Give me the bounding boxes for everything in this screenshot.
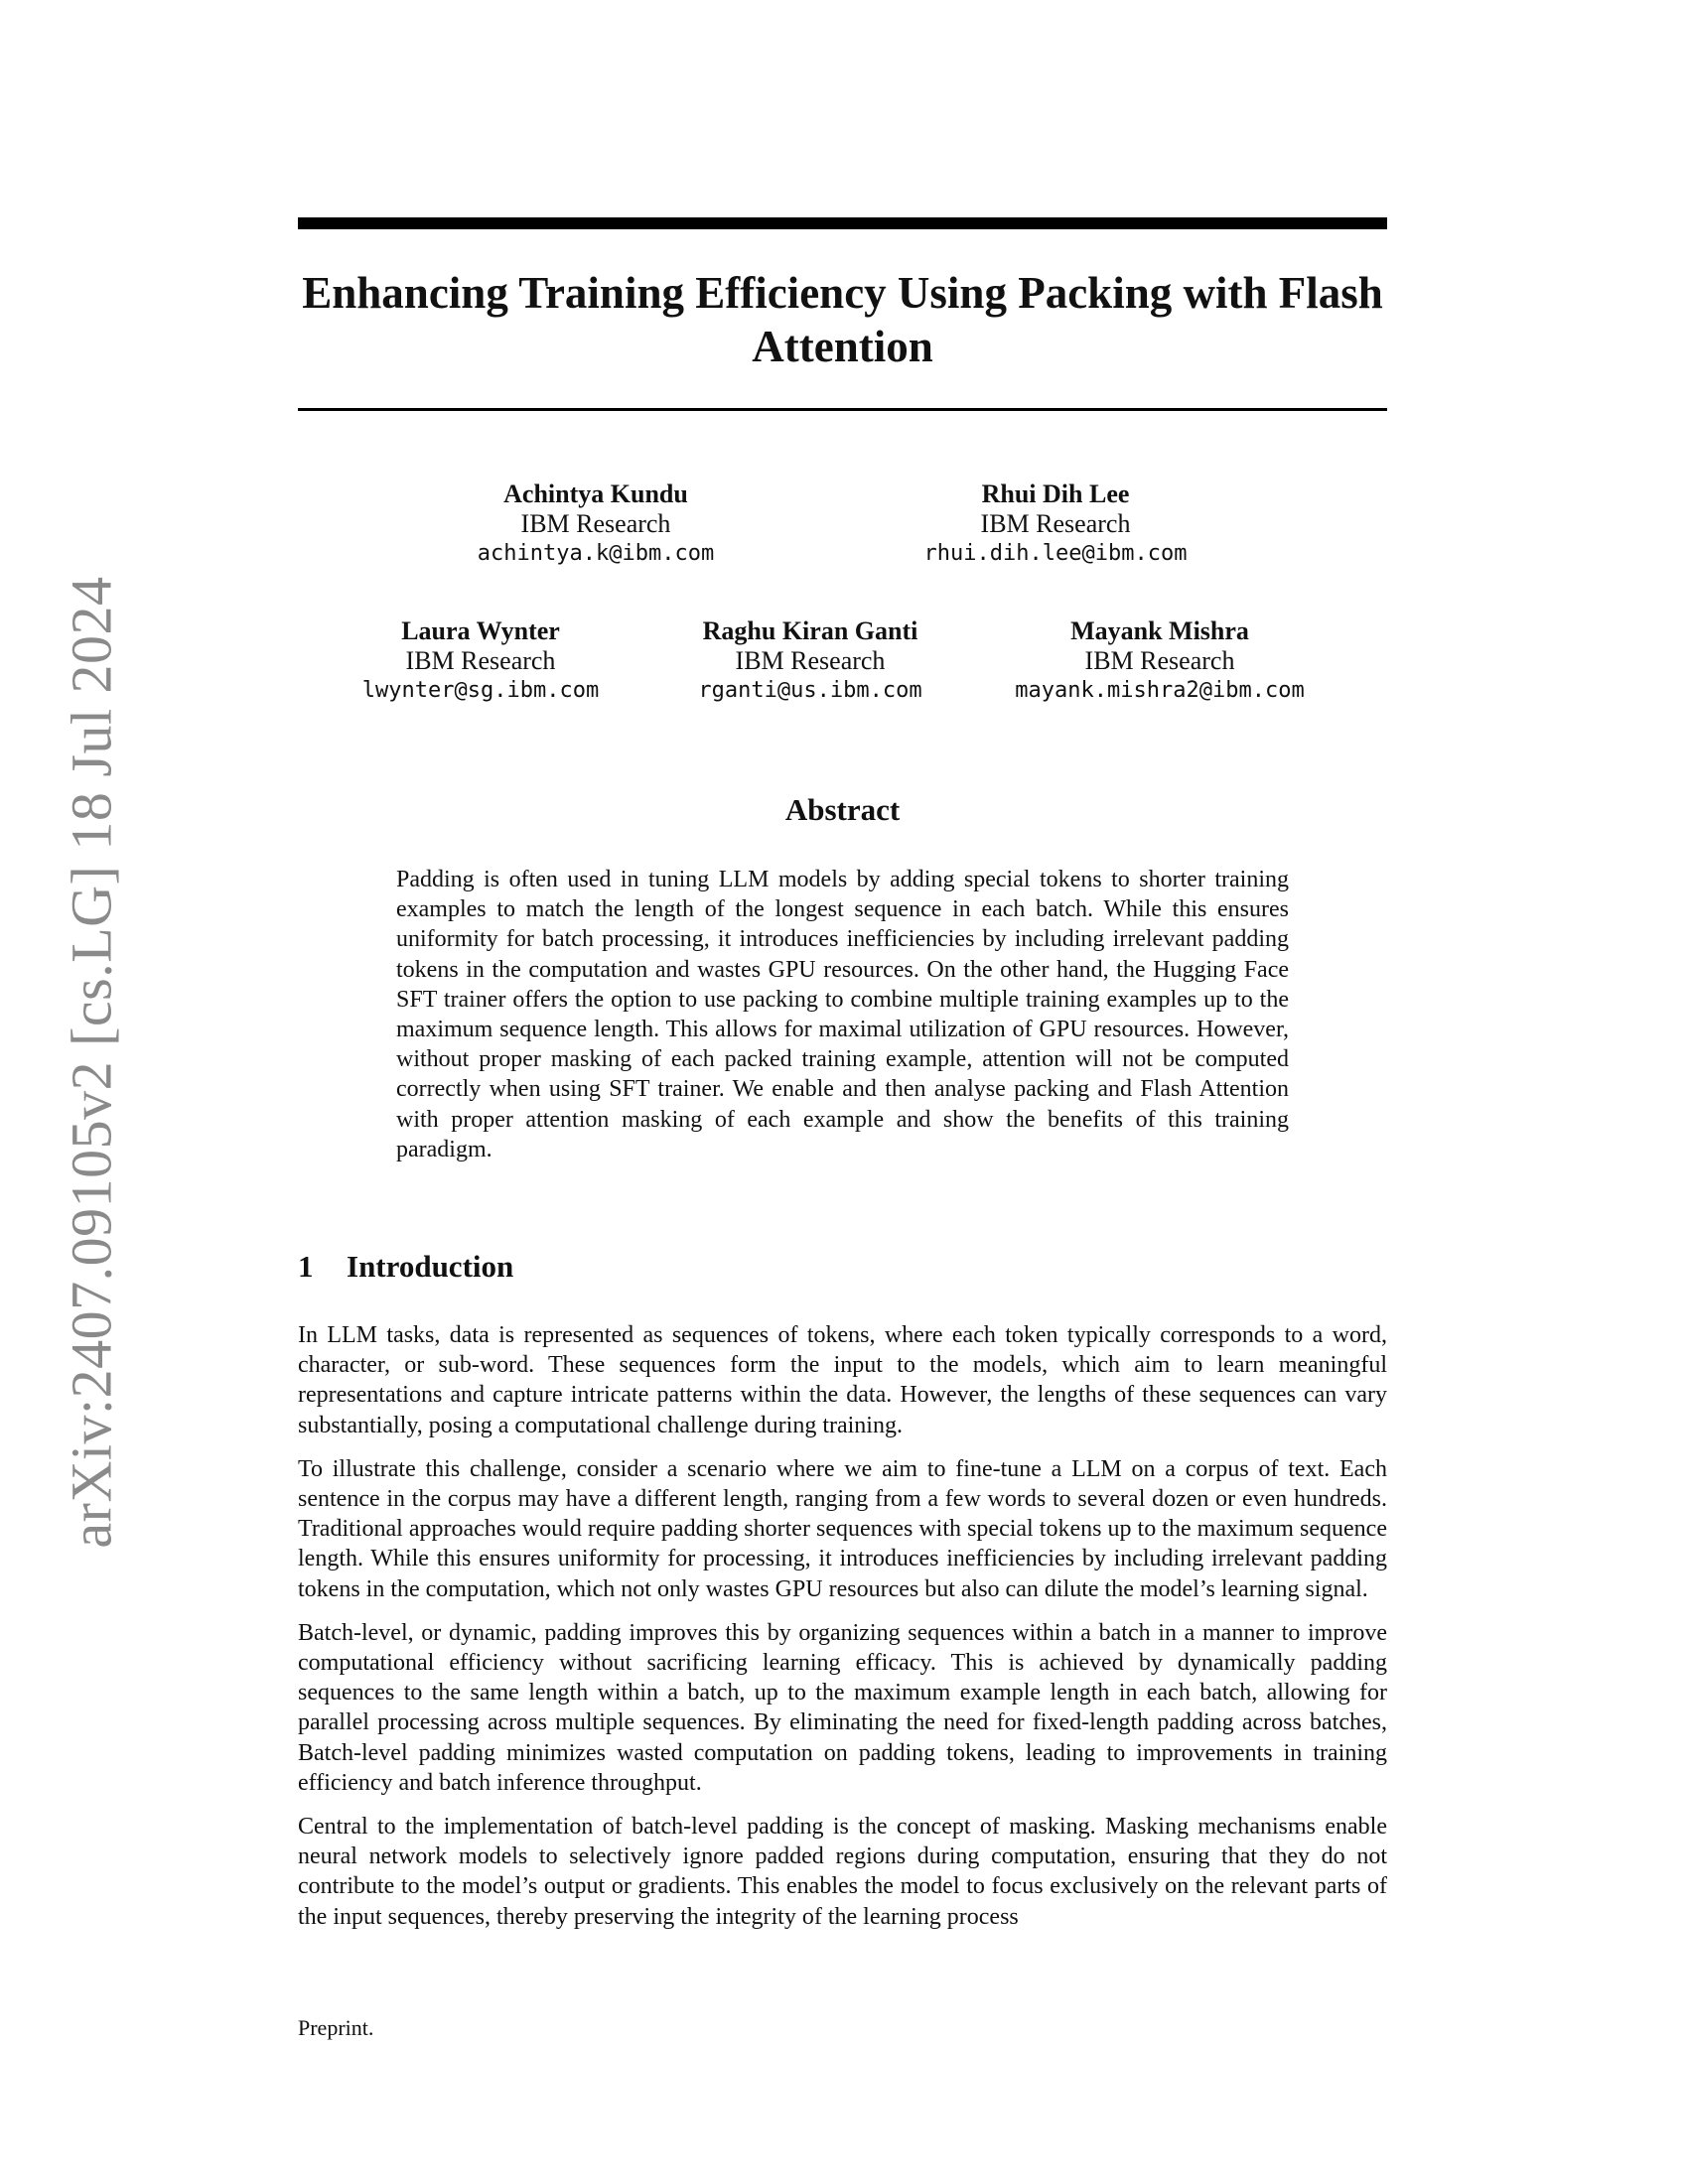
author-name: Mayank Mishra xyxy=(1070,616,1249,645)
author-block xyxy=(362,616,599,706)
author-affiliation: IBM Research xyxy=(980,509,1131,538)
author-name: Raghu Kiran Ganti xyxy=(702,616,918,645)
abstract-text: Padding is often used in tuning LLM models by adding special tokens to shorter training examples to match the length of the longest sequence in each batch. While this ensures uniformity for batch processing, it introduces inefficiencies by including irrelevant padding tokens in the computation and wastes GPU resources. On the other hand, the Hugging Face SFT trainer offers the option to use packing to combine multiple training examples up to the maximum sequence length. This allows for maximal utilization of GPU resources. However, without proper masking of each packed training example, attention will not be computed correctly when using SFT trainer. We enable and then analyse packing and Flash Attention with proper attention masking of each example and show the benefits of this training paradigm. xyxy=(396,867,1289,1162)
author-affiliation: IBM Research xyxy=(405,646,556,675)
author-name: Achintya Kundu xyxy=(503,479,688,508)
abstract-heading: Abstract xyxy=(784,792,901,827)
author-affiliation: IBM Research xyxy=(1084,646,1235,675)
author-block xyxy=(478,479,714,569)
author-affiliation: IBM Research xyxy=(520,509,671,538)
author-name: Laura Wynter xyxy=(401,616,560,645)
preprint-footnote: Preprint. xyxy=(298,2015,374,2040)
title-top-rule xyxy=(298,217,1387,229)
body-paragraph: Central to the implementation of batch-level padding is the concept of masking. Masking mechanisms enable neural network models to selectively ignore padded regions during computation, ensuring that they do not contribute to the model’s output or gradients. This enables the model to focus exclusively on the relevant parts of the input sequences, thereby preserving the integrity of the learning process xyxy=(298,1814,1387,1930)
author-affiliation: IBM Research xyxy=(735,646,886,675)
author-block xyxy=(1015,616,1304,706)
section-heading xyxy=(298,1249,513,1285)
body-paragraph: In LLM tasks, data is represented as sequences of tokens, where each token typically corresponds to a word, character, or sub-word. These sequences form the input to the models, which aim to learn meaningful representations and capture intricate patterns within the data. However, the lengths of these sequences can vary substantially, posing a computational challenge during training. xyxy=(298,1322,1387,1438)
body-paragraph: To illustrate this challenge, consider a scenario where we aim to fine-tune a LLM on a corpus of text. Each sentence in the corpus may have a different length, ranging from a few words to several dozen or even hundreds. Traditional approaches would require padding shorter sequences with special tokens up to the maximum sequence length. While this ensures uniformity for processing, it introduces inefficiencies by including irrelevant padding tokens in the computation, which not only wastes GPU resources but also can dilute the model’s learning signal. xyxy=(298,1455,1387,1602)
author-email[interactable]: rhui.dih.lee@ibm.com xyxy=(923,541,1188,566)
section-body xyxy=(298,1320,1387,1946)
arxiv-identifier-stamp: arXiv:2407.09105v2 [cs.LG] 18 Jul 2024 xyxy=(59,576,124,1549)
section-title: Introduction xyxy=(347,1249,514,1284)
author-email[interactable]: mayank.mishra2@ibm.com xyxy=(1015,678,1305,703)
body-paragraph: Batch-level, or dynamic, padding improves this by organizing sequences within a batch in a manner to improve computational efficiency without sacrificing learning efficacy. This is achieved by dynamically padding sequences to the same length within a batch, up to the maximum example length in each batch, allowing for parallel processing across multiple sequences. By eliminating the need for fixed-length padding across batches, Batch-level padding minimizes wasted computation on padding tokens, leading to improvements in training efficiency and batch inference throughput. xyxy=(298,1619,1387,1796)
author-email[interactable]: lwynter@sg.ibm.com xyxy=(361,678,600,703)
paper-title: Enhancing Training Efficiency Using Packing with Flash Attention xyxy=(302,268,1383,371)
author-name: Rhui Dih Lee xyxy=(981,479,1130,508)
author-block xyxy=(698,616,921,706)
title-bottom-rule xyxy=(298,408,1387,411)
author-email[interactable]: achintya.k@ibm.com xyxy=(477,541,715,566)
author-block xyxy=(924,479,1188,569)
section-number: 1 xyxy=(298,1249,314,1284)
author-email[interactable]: rganti@us.ibm.com xyxy=(698,678,922,703)
